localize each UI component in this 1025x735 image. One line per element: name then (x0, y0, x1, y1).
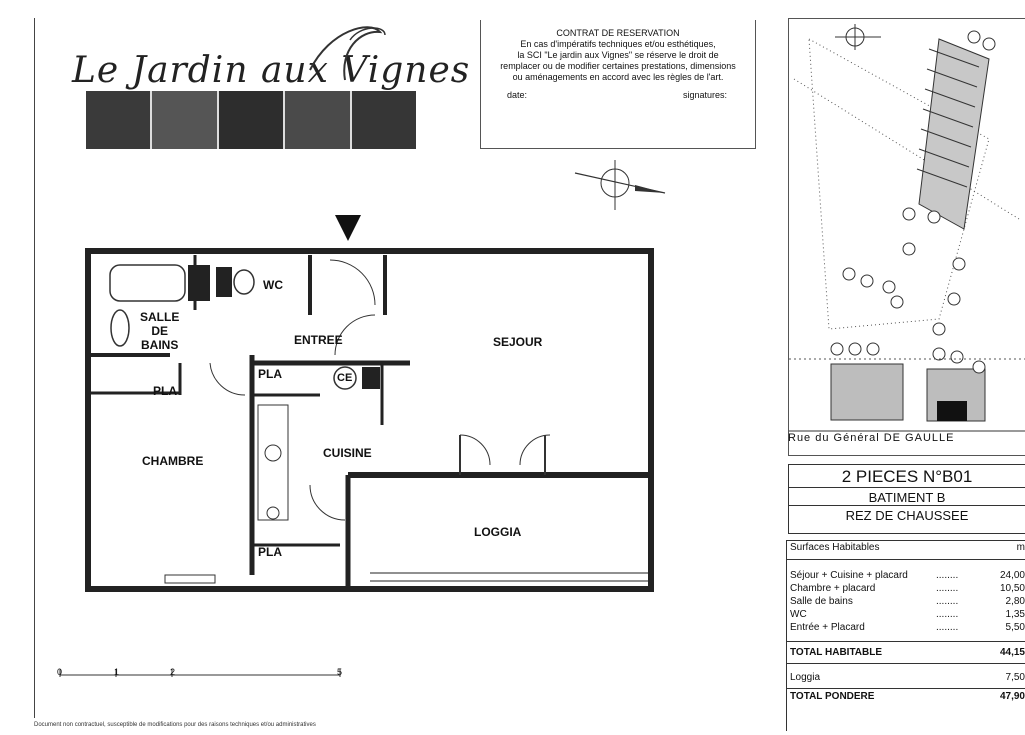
room-cuisine: CUISINE (323, 446, 372, 460)
scale-tick: 2 (170, 667, 176, 677)
surfaces-table (786, 540, 1025, 731)
reservation-contract-box (480, 20, 756, 149)
disclaimer-text: Document non contractuel, susceptible de modifications pour des raisons techniques et/ou administratives (34, 722, 316, 728)
table-row: Séjour + Cuisine + placard ........ 24,00 (790, 570, 1025, 581)
room-wc: WC (263, 278, 283, 292)
room-ce: CE (337, 372, 353, 384)
site-plan (788, 18, 1025, 456)
scale-tick: 0 (57, 667, 63, 677)
table-header: Surfaces Habitables m (790, 542, 1025, 553)
logo-photo-strip (86, 91, 416, 149)
contract-line: ou aménagements en accord avec les règles de l'art. (512, 72, 724, 82)
logo-swirl-graphic (300, 20, 390, 100)
room-salle-de-bains: SALLE DE BAINS (140, 310, 180, 352)
apartment-title: 2 PIECES N°B01 (841, 467, 973, 486)
entry-arrow-icon (335, 215, 361, 243)
logo-title: Le Jardin aux Vignes (72, 50, 471, 91)
room-pla: PLA (258, 545, 282, 559)
loggia-row: Loggia 7,50 (790, 672, 1025, 683)
contract-title: CONTRAT DE RESERVATION (556, 28, 680, 38)
north-arrow-icon (575, 155, 670, 215)
scale-tick: 1 (114, 667, 120, 677)
floor-label: REZ DE CHAUSSEE (789, 505, 1025, 523)
scale-bar (58, 665, 343, 679)
room-chambre: CHAMBRE (142, 454, 204, 468)
apartment-title-box (788, 464, 1025, 534)
contract-line: la SCI "Le jardin aux Vignes" se réserve le droit de (517, 50, 719, 60)
contract-line: En cas d'impératifs techniques et/ou esthétiques, (520, 39, 716, 49)
table-row: Entrée + Placard ........ 5,50 (790, 622, 1025, 633)
street-name: Rue du Général DE GAULLE (788, 432, 955, 444)
room-loggia: LOGGIA (474, 525, 522, 539)
date-label: date: (507, 90, 528, 100)
site-north-arrow-icon (835, 22, 885, 52)
room-sejour: SEJOUR (493, 335, 543, 349)
site-plan-drawing (789, 19, 1025, 431)
table-row: WC ........ 1,35 (790, 609, 1025, 620)
contract-line: remplacer ou de modifier certaines prestations, dimensions (500, 61, 736, 71)
signatures-label: signatures: (683, 90, 728, 100)
total-pondere-row: TOTAL PONDERE 47,90 (790, 691, 1025, 702)
room-pla: PLA (258, 367, 282, 381)
room-pla: PLA (153, 384, 177, 398)
room-entree: ENTREE (294, 333, 343, 347)
table-row: Salle de bains ........ 2,80 (790, 596, 1025, 607)
scale-tick: 5 (337, 667, 343, 677)
floor-plan (80, 245, 660, 595)
table-row: Chambre + placard ........ 10,50 (790, 583, 1025, 594)
total-habitable-row: TOTAL HABITABLE 44,15 (790, 647, 1025, 658)
building-label: BATIMENT B (789, 487, 1025, 505)
